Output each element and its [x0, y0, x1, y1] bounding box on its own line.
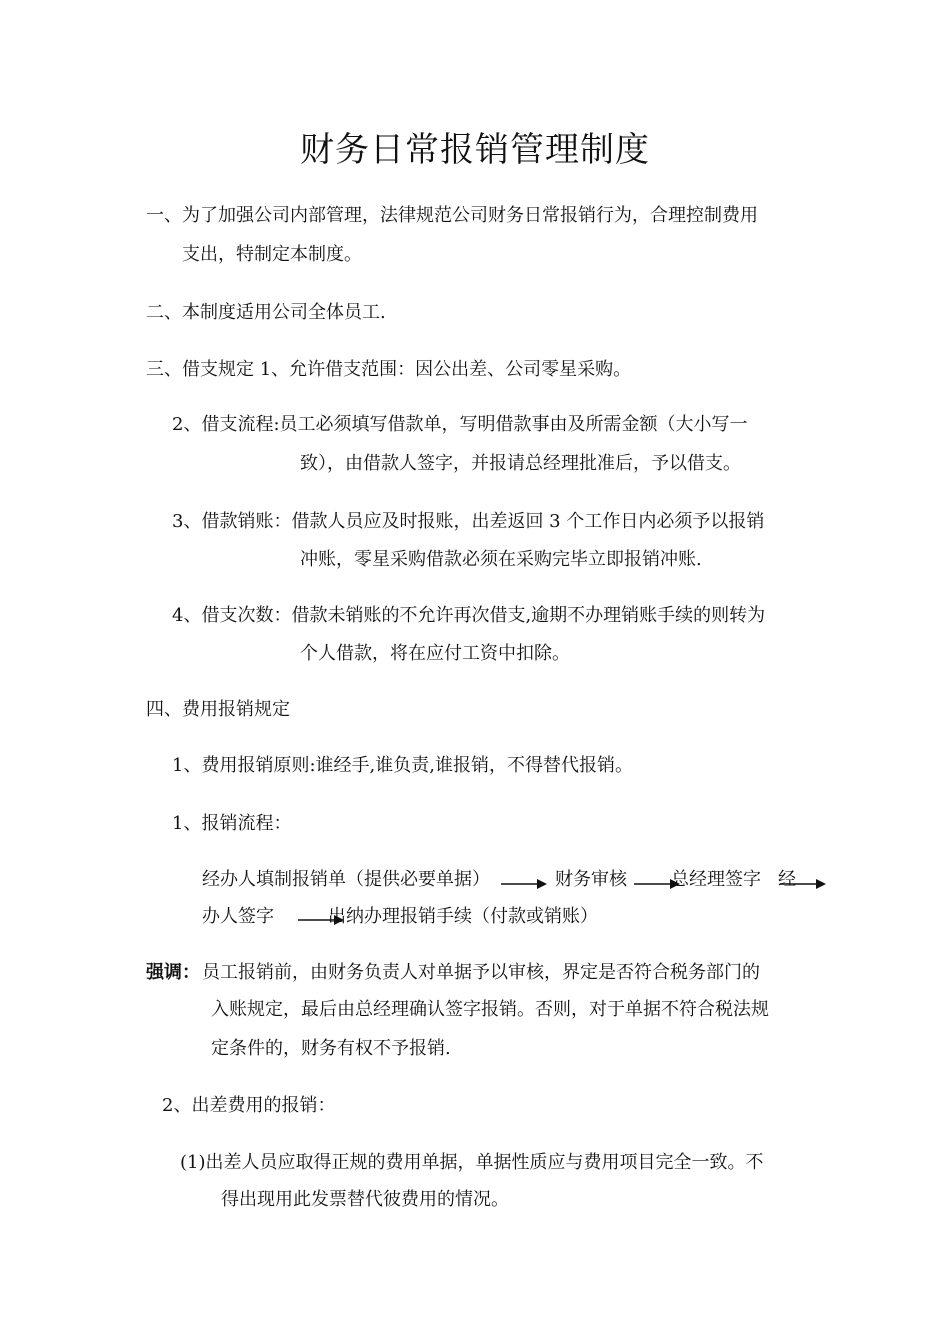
flow-step-1: 经办人填制报销单（提供必要单据）	[202, 869, 490, 890]
section-4-heading: 四、费用报销规定	[146, 699, 290, 720]
section-4-item-2: 2、出差费用的报销：	[162, 1095, 336, 1116]
section-3-item-4-line-1: 4、借支次数：借款未销账的不允许再次借支,逾期不办理销账手续的则转为	[172, 605, 766, 626]
section-3-item-3-line-2: 冲账，零星采购借款必须在采购完毕立即报销冲账.	[300, 549, 702, 570]
emphasis-line-1: 员工报销前，由财务负责人对单据予以审核，界定是否符合税务部门的	[202, 962, 760, 983]
flow-step-3: 总经理签字	[671, 869, 761, 890]
flow-step-4-part-1: 经	[778, 869, 796, 890]
section-3-item-2-line-2: 致），由借款人签字，并报请总经理批准后，予以借支。	[300, 453, 741, 474]
flow-step-2: 财务审核	[555, 869, 627, 890]
section-3-item-4-line-2: 个人借款，将在应付工资中扣除。	[300, 643, 570, 664]
section-4-item-1: 1、费用报销原则:谁经手,谁负责,谁报销，不得替代报销。	[172, 755, 633, 776]
section-1-line-2: 支出，特制定本制度。	[182, 244, 362, 265]
emphasis-line-2: 入账规定，最后由总经理确认签字报销。否则，对于单据不符合税法规	[211, 999, 769, 1020]
section-4-item-1b: 1、报销流程：	[172, 813, 292, 834]
section-4-sub-1-line-1: (1)出差人员应取得正规的费用单据，单据性质应与费用项目完全一致。不	[180, 1152, 764, 1173]
document-title: 财务日常报销管理制度	[300, 130, 650, 170]
flow-step-4-part-2: 办人签字	[202, 906, 274, 927]
section-3-item-2-line-1: 2、借支流程:员工必须填写借款单，写明借款事由及所需金额（大小写一	[172, 414, 748, 435]
section-4-sub-1-line-2: 得出现用此发票替代彼费用的情况。	[221, 1189, 509, 1210]
flow-step-5: 出纳办理报销手续（付款或销账）	[328, 906, 598, 927]
section-2: 二、本制度适用公司全体员工.	[146, 302, 386, 323]
section-3-item-3-line-1: 3、借款销账：借款人员应及时报账，出差返回 3 个工作日内必须予以报销	[172, 511, 765, 532]
emphasis-line-3: 定条件的，财务有权不予报销.	[211, 1038, 451, 1059]
section-3-heading: 三、借支规定 1、允许借支范围：因公出差、公司零星采购。	[146, 359, 632, 380]
flow-arrow-icon	[501, 877, 547, 891]
section-1-line-1: 一、为了加强公司内部管理，法律规范公司财务日常报销行为，合理控制费用	[146, 205, 758, 226]
flow-arrow-icon	[780, 877, 826, 891]
emphasis-label: 强调：	[146, 962, 200, 983]
